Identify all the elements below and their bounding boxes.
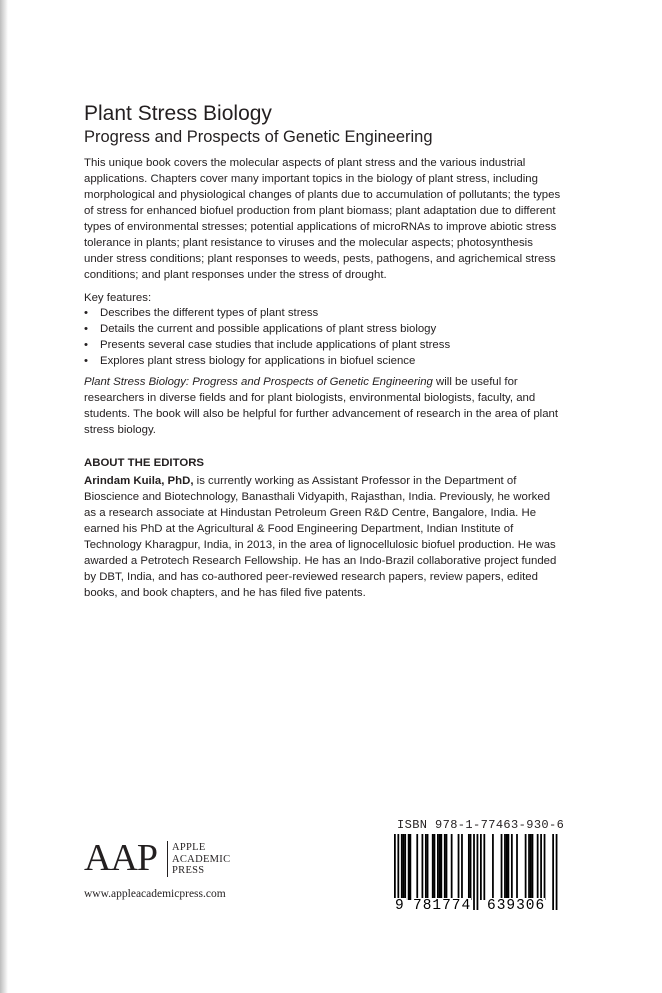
editor-bio-text: is currently working as Assistant Professor in the Department of Bioscience and Biotechnology, Banasthali Vidyapith, Rajasthan, India. Previously, he worked as a research associate at Hindustan Petroleum Green R&D Centre, Bangalore, India. He earned his PhD at the Agricultural & Food Engineering Department, Indian Institute of Technology Kharagpur, India, in 2013, in the area of lignocellulosic biofuel production. He was awarded a Petrotech Research Fellowship. He has an Indo-Brazil collaborative project funded by DBT, India, and has co-authored peer-reviewed research papers, review papers, edited books, and book chapters, and he has filed five patents. [84, 475, 557, 599]
barcode-bar [528, 834, 530, 900]
barcode-bar [444, 834, 446, 900]
barcode-right-digits: 639306 [487, 898, 546, 914]
barcode-bar [403, 834, 405, 900]
page-edge-shadow [0, 0, 8, 993]
barcode-bar [422, 834, 424, 900]
barcode-bar [501, 834, 503, 900]
key-feature-item: • Details the current and possible applications of plant stress biology [84, 321, 564, 337]
logo-word: ACADEMIC [172, 853, 231, 865]
barcode-bar [516, 834, 518, 900]
barcode-bar [427, 834, 429, 900]
barcode-bar [525, 834, 527, 900]
editor-name: Arindam Kuila, PhD, [84, 475, 194, 487]
barcode-bar [440, 834, 442, 900]
barcode-bar [461, 834, 463, 900]
barcode-bar [530, 834, 532, 900]
barcode-bar [401, 834, 403, 900]
key-feature-item: • Explores plant stress biology for applications in biofuel science [84, 353, 564, 369]
editors-heading: ABOUT THE EDITORS [84, 457, 205, 469]
key-features-label: Key features: [84, 292, 152, 304]
key-features-list [84, 305, 564, 369]
barcode-bar [416, 834, 418, 900]
logo-word: APPLE [172, 842, 206, 853]
isbn-label: ISBN 978-1-77463-930-6 [397, 818, 565, 832]
barcode-bar [506, 834, 508, 900]
barcode-left-digits: 781774 [413, 898, 472, 914]
barcode-bar [437, 834, 439, 900]
logo-divider [167, 841, 168, 877]
barcode-bar [544, 834, 546, 900]
barcode-bar [532, 834, 534, 900]
barcode-bar [537, 834, 539, 900]
barcode-lead-digit: 9 [395, 898, 404, 914]
barcode-bar [408, 834, 410, 900]
barcode-bar [511, 834, 513, 900]
logo-word: PRESS [172, 865, 205, 876]
barcode-bar [504, 834, 506, 900]
barcode-bar [492, 834, 494, 900]
barcode-bar [425, 834, 427, 900]
barcode-bar [458, 834, 460, 900]
book-closing-paragraph [84, 374, 564, 438]
barcode-bar [434, 834, 436, 900]
book-title-italic: Plant Stress Biology: Progress and Prospects of Genetic Engineering [84, 376, 433, 388]
barcode-bar [451, 834, 453, 900]
barcode-bar [432, 834, 434, 900]
barcode-bar [470, 834, 472, 900]
book-description: This unique book covers the molecular aspects of plant stress and the various industrial applications. Chapters cover many important topics in the biology of plant stress, including morphological and physiological changes of plants due to accumulation of pollutants; the types of stress for enhanced biofuel production from plant biomass; plant adaptation due to different types of environmental stresses; potential applications of microRNAs to improve abiotic stress tolerance in plants; plant resistance to viruses and the molecular aspects; photosynthesis under stress conditions; plant responses to weeds, pests, pathogens, and agrichemical stress conditions; and plant responses under the stress of drought. [84, 157, 561, 281]
barcode-bar [468, 834, 470, 900]
barcode-bar [483, 834, 485, 900]
book-subtitle: Progress and Prospects of Genetic Engineering [84, 128, 433, 146]
barcode-bar [480, 834, 482, 900]
barcode-bar [439, 834, 441, 900]
book-title: Plant Stress Biology [84, 102, 272, 125]
closing-text: will be useful for researchers in diverse fields and for plant biologists, environmental biologists, faculty, and students. The book will also be helpful for further advancement of research in the area of plant stress biology. [84, 376, 559, 436]
key-feature-item: • Presents several case studies that include applications of plant stress [84, 337, 564, 353]
key-feature-item: • Describes the different types of plant stress [84, 305, 564, 321]
publisher-logo-words [172, 842, 230, 877]
barcode-bar [508, 834, 510, 900]
barcode-bar [540, 834, 542, 900]
barcode-bar [446, 834, 448, 900]
publisher-logo-letters: AAP [84, 837, 158, 879]
publisher-url: www.appleacademicpress.com [84, 888, 226, 900]
barcode-bar [409, 834, 411, 900]
barcode-digits [379, 898, 571, 914]
barcode-bar [404, 834, 406, 900]
editor-bio [84, 473, 564, 601]
isbn-barcode [379, 834, 571, 914]
